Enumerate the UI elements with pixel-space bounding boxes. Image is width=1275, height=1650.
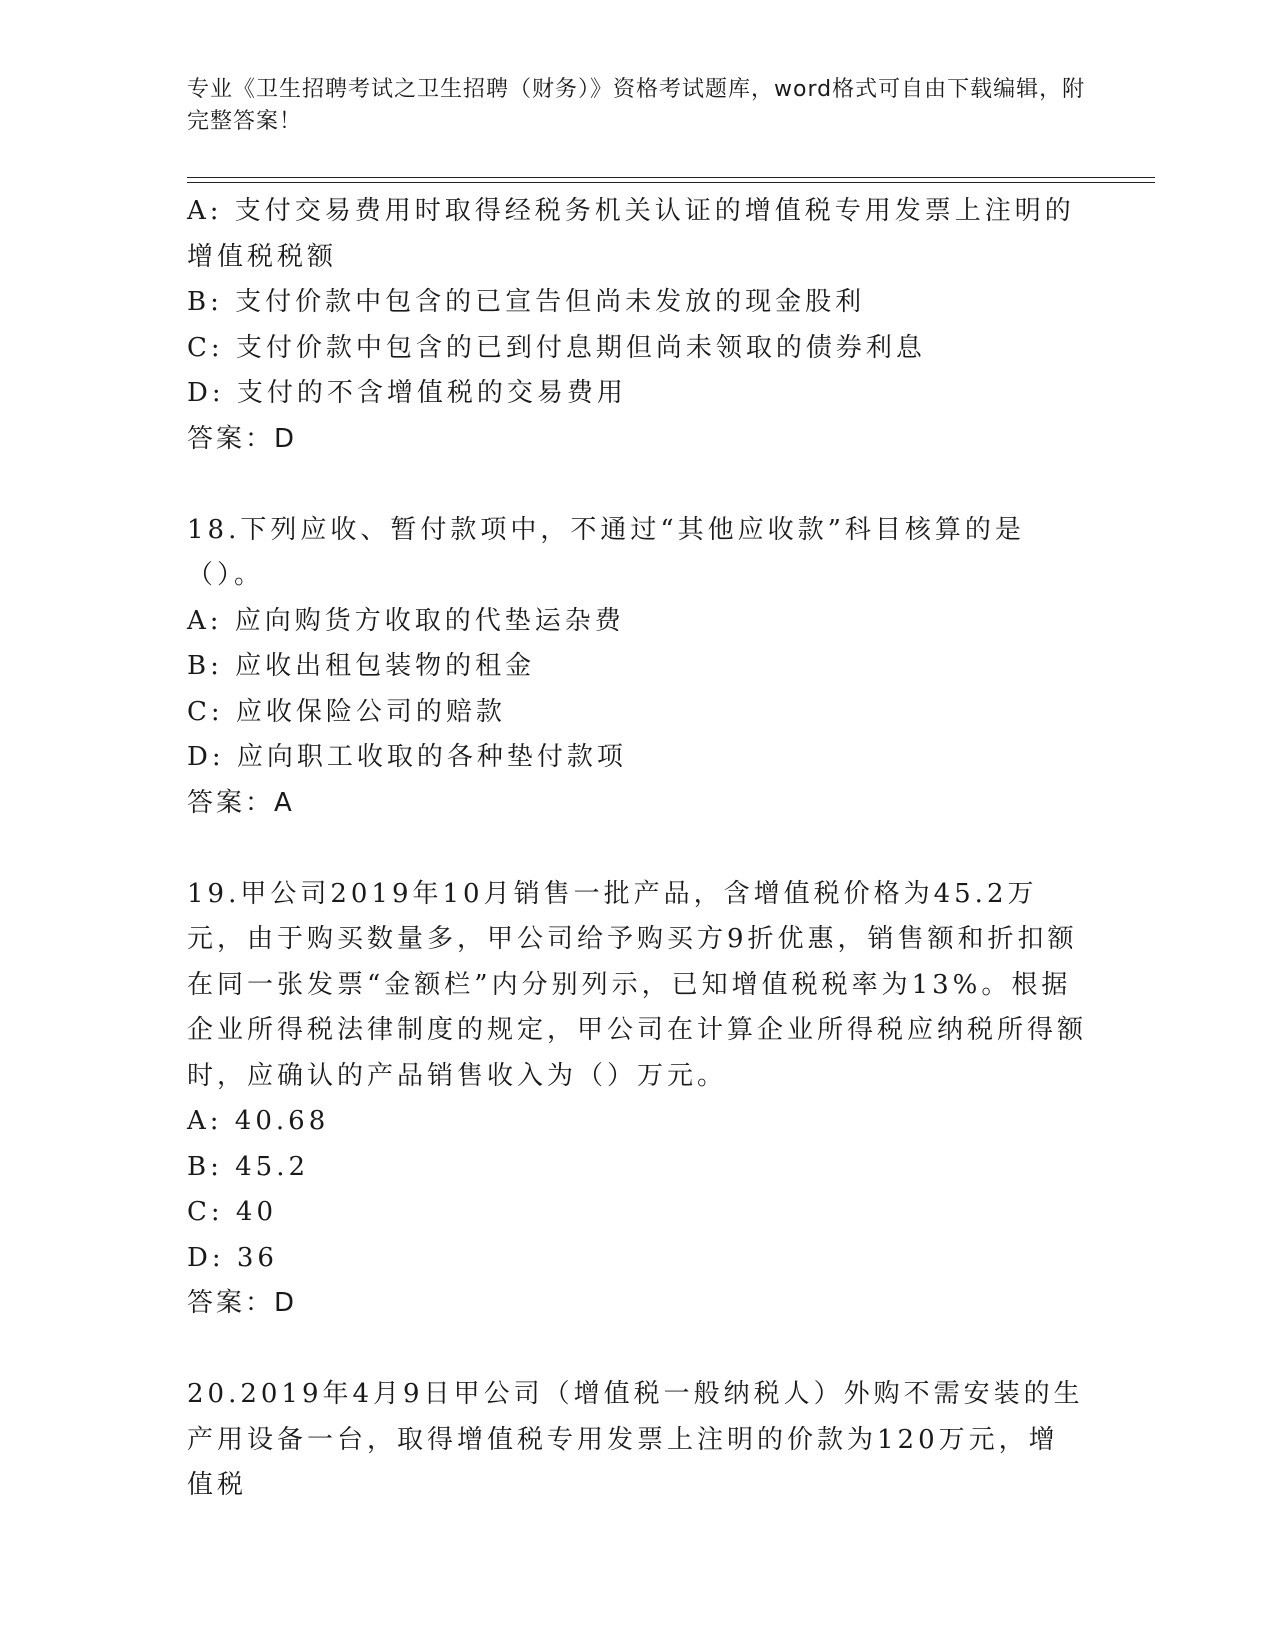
header-divider-bottom: [187, 182, 1155, 183]
question-17: [187, 189, 1087, 462]
answer: 答案：D: [187, 1288, 298, 1318]
spacer: [187, 462, 1087, 508]
option-c: C: 40: [187, 1197, 278, 1227]
question-19: [187, 872, 1087, 1327]
option-d: D: 36: [187, 1242, 278, 1273]
answer: 答案：A: [187, 787, 295, 818]
question-20: [187, 1372, 1087, 1509]
option-c: C: 支付价款中包含的已到付息期但尚未领取的债券利息: [187, 332, 926, 363]
option-b: B: 支付价款中包含的已宣告但尚未发放的现金股利: [187, 287, 866, 317]
question-18: [187, 508, 1087, 827]
answer: 答案：D: [187, 423, 298, 454]
document-header: [187, 74, 1087, 138]
option-a: A: 40.68: [187, 1106, 330, 1136]
question-stem: 18.下列应收、暂付款项中，不通过“其他应收款”科目核算的是（）。: [187, 514, 1025, 590]
option-a: A: 支付交易费用时取得经税务机关认证的增值税专用发票上注明的增值税税额: [187, 196, 1075, 272]
option-b: B: 45.2: [187, 1151, 310, 1182]
header-intro: 专业《卫生招聘考试之卫生招聘（财务）》资格考试题库，word格式可自由下载编辑，附完整答案！: [187, 77, 1086, 134]
spacer: [187, 1327, 1087, 1373]
option-a: A: 应向购货方收取的代垫运杂费: [187, 605, 625, 636]
question-stem: 20.2019年4月9日甲公司（增值税一般纳税人）外购不需安装的生产用设备一台，取得增值税专用发票上注明的价款为120万元，增值税: [187, 1379, 1084, 1500]
option-d: D: 支付的不含增值税的交易费用: [187, 378, 627, 408]
header-divider-top: [187, 177, 1155, 178]
question-stem: 19.甲公司2019年10月销售一批产品，含增值税价格为45.2万元，由于购买数量多，甲公司给予购买方9折优惠，销售额和折扣额在同一张发票“金额栏”内分别列示，已知增值税税率为13%。根据企业所得税法律制度的规定，甲公司在计算企业所得税应纳税所得额时，应确认的产品销售收入为（）万元。: [187, 878, 1088, 1091]
option-d: D: 应向职工收取的各种垫付款项: [187, 742, 627, 772]
spacer: [187, 826, 1087, 872]
question-list: [187, 189, 1087, 1509]
option-b: B: 应收出租包装物的租金: [187, 651, 536, 681]
option-c: C: 应收保险公司的赔款: [187, 696, 506, 727]
